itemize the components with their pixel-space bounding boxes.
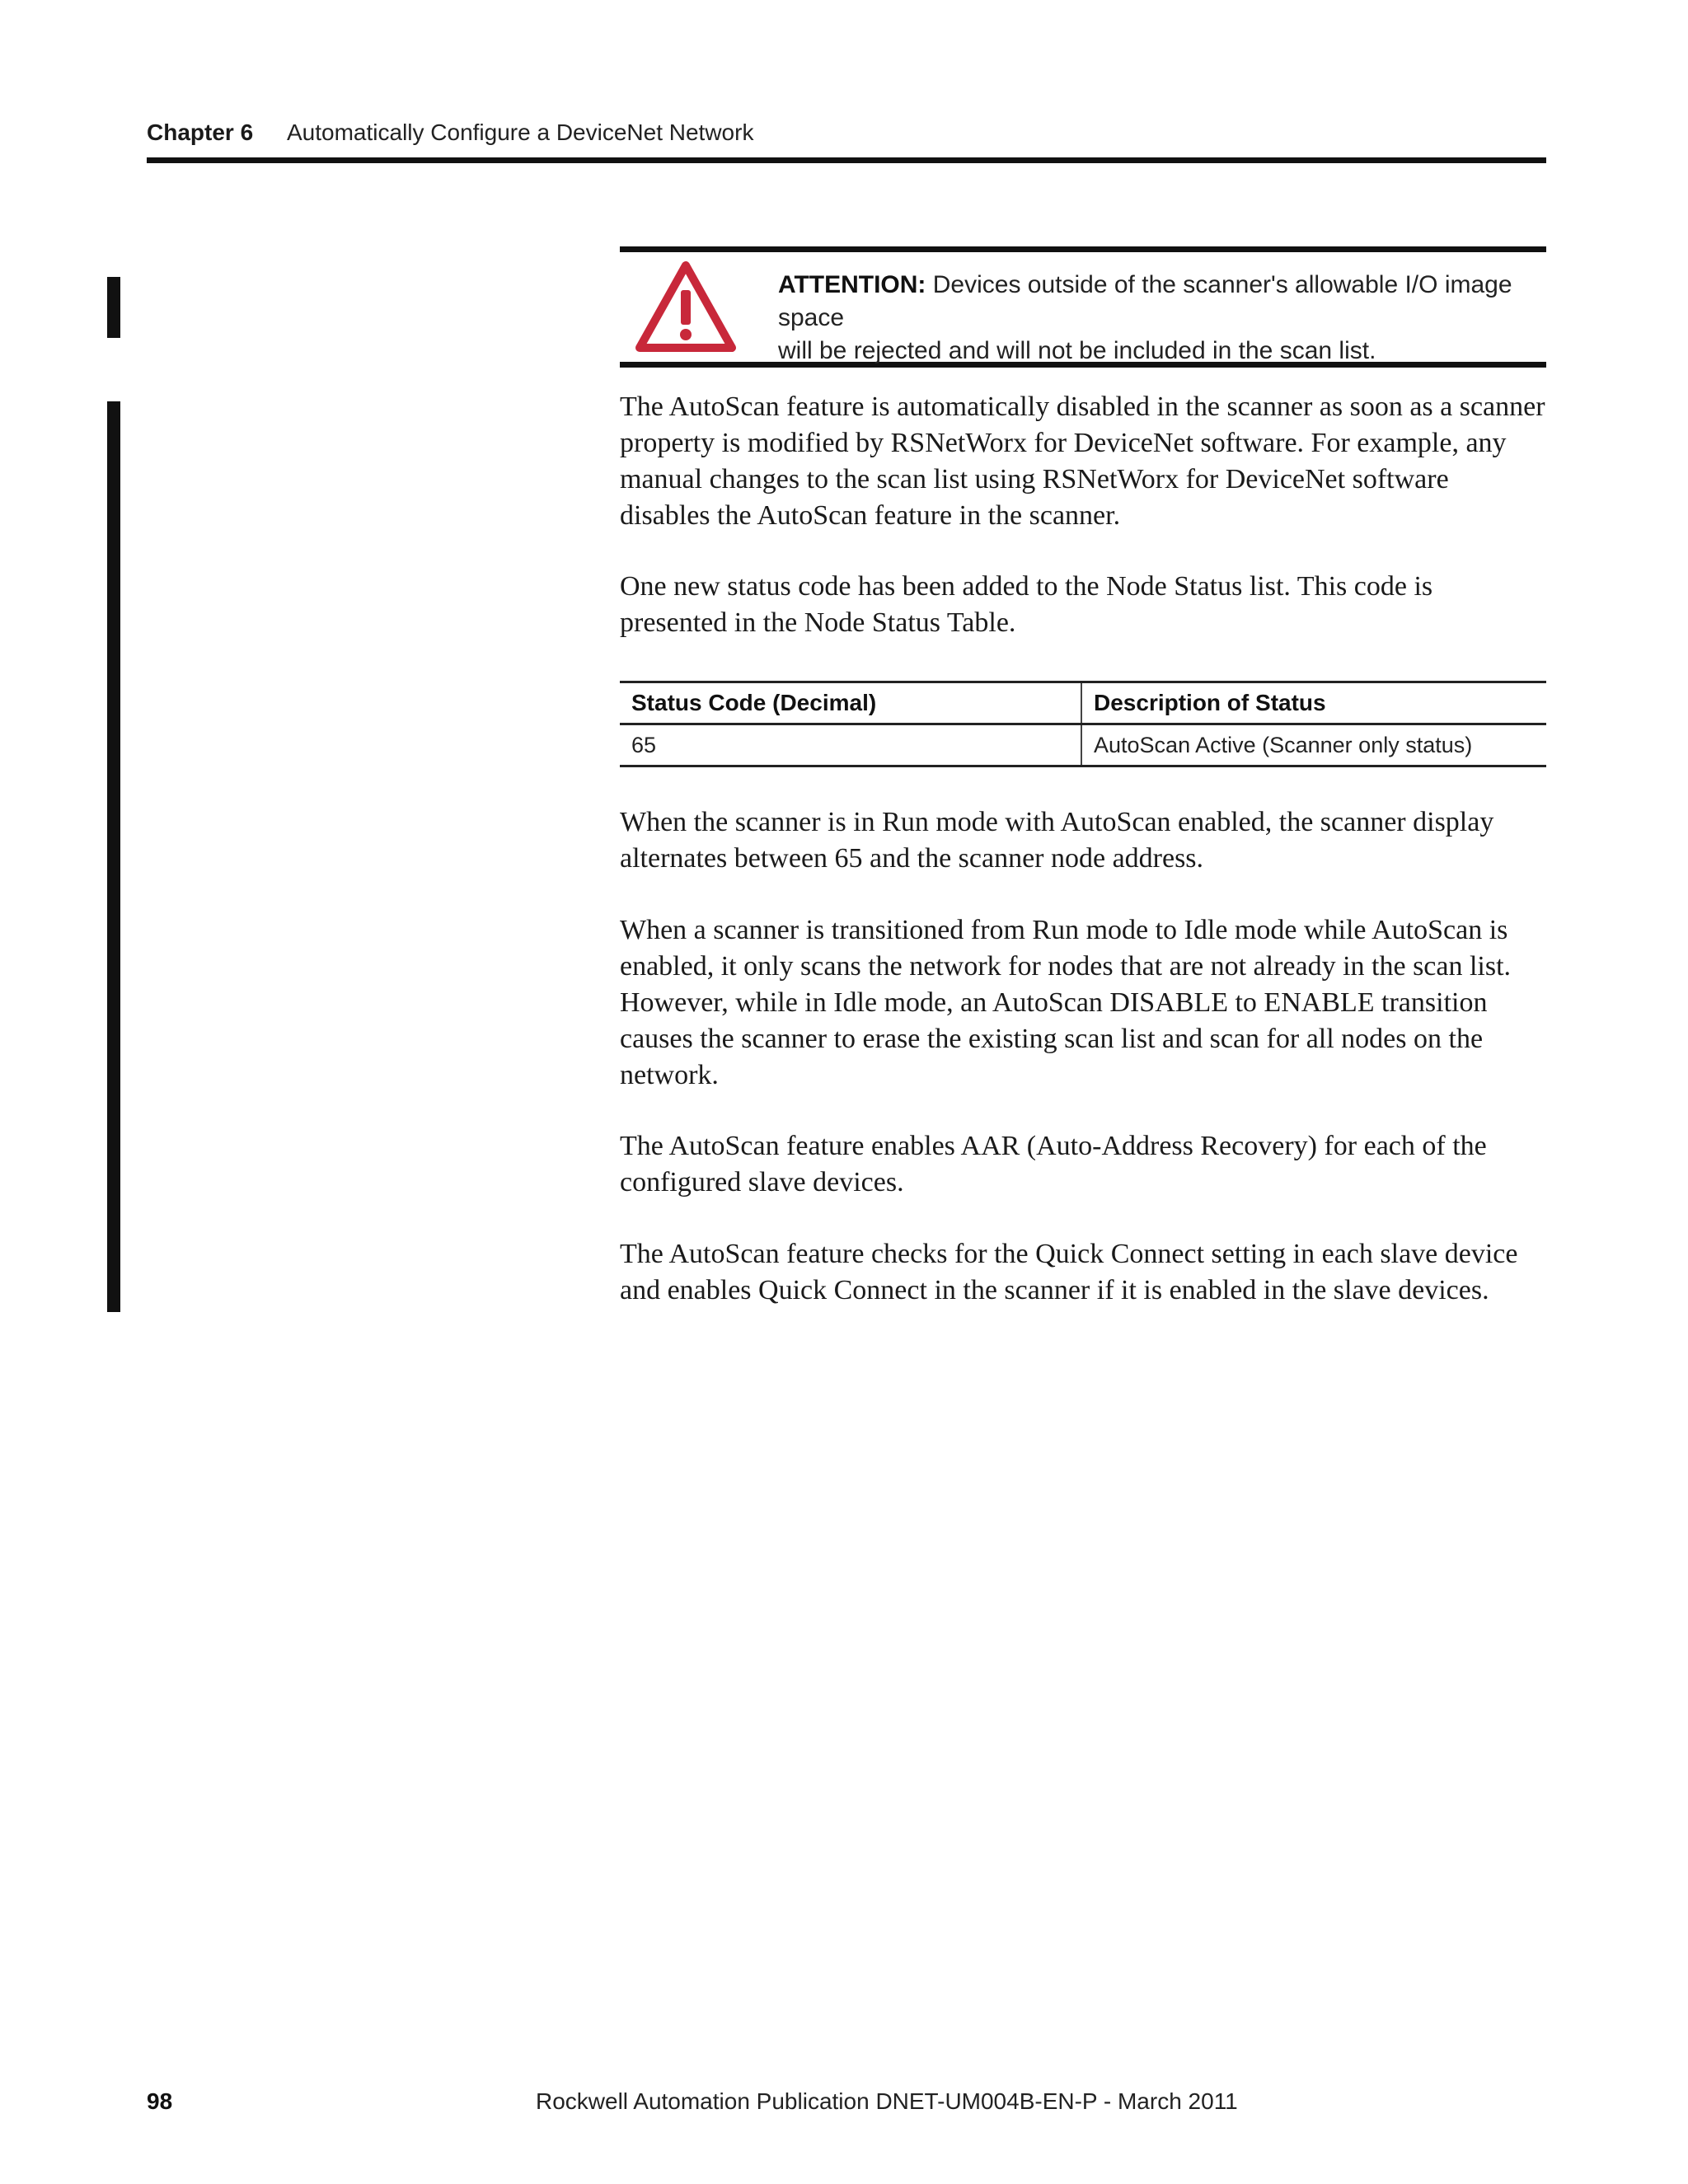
table-header-cell: Description of Status: [1081, 682, 1546, 724]
paragraph-line: enabled, it only scans the network for nodes that are not already in the scan list.: [620, 951, 1512, 982]
table-cell: 65: [620, 724, 1081, 766]
publication-info: Rockwell Automation Publication DNET-UM004B-EN-P - March 2011: [536, 2088, 1238, 2114]
table-cell: AutoScan Active (Scanner only status): [1081, 724, 1546, 766]
paragraph-line: One new status code has been added to the Node Status list. This code is: [620, 571, 1433, 602]
body-paragraph: [620, 1236, 1551, 1309]
paragraph-line: The AutoScan feature is automatically disabled in the scanner as soon as a scanner: [620, 391, 1545, 422]
table-row: [620, 724, 1546, 766]
header-rule: [147, 157, 1546, 163]
paragraph-line: configured slave devices.: [620, 1167, 904, 1197]
page-number: 98: [147, 2088, 173, 2114]
attention-label: ATTENTION:: [778, 271, 926, 298]
paragraph-line: property is modified by RSNetWorx for DeviceNet software. For example, any: [620, 428, 1507, 458]
paragraph-line: The AutoScan feature enables AAR (Auto-Address Recovery) for each of the: [620, 1131, 1487, 1161]
paragraph-line: manual changes to the scan list using RSNetWorx for DeviceNet software: [620, 464, 1449, 494]
paragraph-line: However, while in Idle mode, an AutoScan DISABLE to ENABLE transition: [620, 987, 1488, 1018]
change-bar: [107, 401, 120, 1312]
chapter-label: Chapter 6: [147, 120, 254, 145]
paragraph-line: causes the scanner to erase the existing scan list and scan for all nodes on the: [620, 1024, 1484, 1054]
node-status-table: [620, 681, 1546, 767]
body-paragraph: [620, 389, 1551, 534]
paragraph-line: alternates between 65 and the scanner node address.: [620, 843, 1204, 874]
attention-line: Devices outside of the scanner's allowable I/O image space: [778, 271, 1512, 331]
attention-line: will be rejected and will not be included in the scan list.: [778, 337, 1376, 364]
attention-text: [778, 269, 1536, 368]
change-bar: [107, 277, 120, 338]
body-paragraph: [620, 912, 1551, 1094]
table-header-cell: Status Code (Decimal): [620, 682, 1081, 724]
table-header-row: [620, 682, 1546, 724]
running-header: [147, 115, 1548, 150]
paragraph-line: When the scanner is in Run mode with AutoScan enabled, the scanner display: [620, 807, 1494, 837]
paragraph-line: The AutoScan feature checks for the Quick Connect setting in each slave device: [620, 1239, 1518, 1269]
warning-triangle-icon: [635, 260, 737, 354]
attention-box: [620, 246, 1546, 368]
paragraph-line: When a scanner is transitioned from Run mode to Idle mode while AutoScan is: [620, 915, 1508, 945]
body-paragraph: [620, 804, 1551, 877]
paragraph-line: disables the AutoScan feature in the scanner.: [620, 500, 1121, 531]
body-paragraph: [620, 1128, 1551, 1201]
body-paragraph: [620, 569, 1551, 641]
paragraph-line: presented in the Node Status Table.: [620, 607, 1016, 638]
chapter-title: Automatically Configure a DeviceNet Network: [287, 120, 754, 145]
paragraph-line: network.: [620, 1060, 719, 1090]
paragraph-line: and enables Quick Connect in the scanner if it is enabled in the slave devices.: [620, 1275, 1489, 1305]
